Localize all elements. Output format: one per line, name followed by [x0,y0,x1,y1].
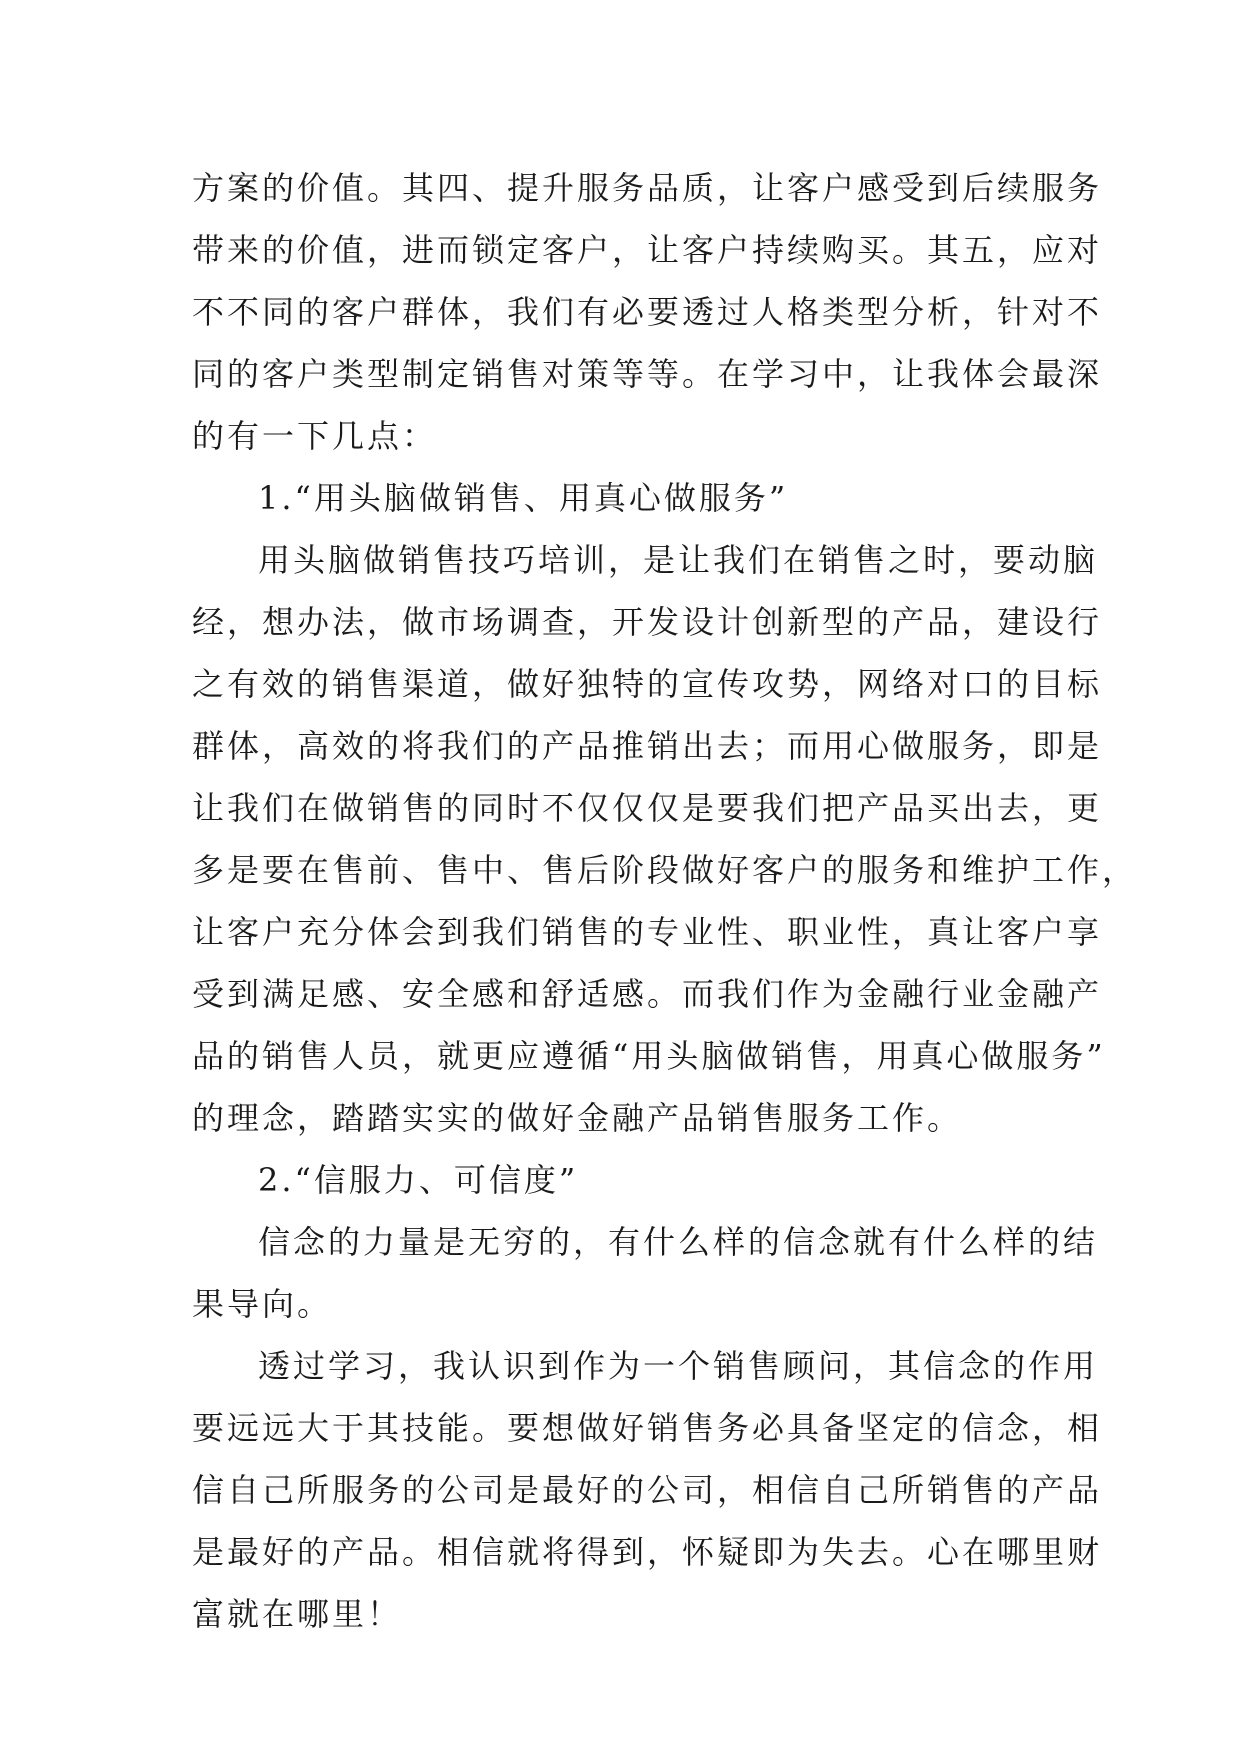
text-line: 用头脑做销售技巧培训，是让我们在销售之时，要动脑 [258,541,1099,579]
text-line: 的理念，踏踏实实的做好金融产品销售服务工作。 [192,1099,963,1137]
text-line: 多是要在售前、售中、售后阶段做好客户的服务和维护工作， [192,851,1138,889]
text-line: 带来的价值，进而锁定客户，让客户持续购买。其五，应对 [192,231,1103,269]
text-line: 果导向。 [192,1285,333,1323]
text-line: 同的客户类型制定销售对策等等。在学习中，让我体会最深 [192,355,1103,393]
text-line: 信念的力量是无穷的，有什么样的信念就有什么样的结 [258,1223,1099,1261]
section-heading: 2.“信服力、可信度” [258,1161,579,1199]
text-line: 之有效的销售渠道，做好独特的宣传攻势，网络对口的目标 [192,665,1103,703]
document-body [192,157,1138,1645]
text-line: 让客户充分体会到我们销售的专业性、职业性，真让客户享 [192,913,1103,951]
text-line: 富就在哪里！ [192,1595,403,1633]
text-line: 让我们在做销售的同时不仅仅仅是要我们把产品买出去，更 [192,789,1103,827]
section-heading: 1.“用头脑做销售、用真心做服务” [258,479,789,517]
text-line: 的有一下几点： [192,417,438,455]
text-line: 品的销售人员，就更应遵循“用头脑做销售，用真心做服务” [192,1037,1106,1075]
text-line: 不不同的客户群体，我们有必要透过人格类型分析，针对不 [192,293,1103,331]
text-line: 群体，高效的将我们的产品推销出去；而用心做服务，即是 [192,727,1103,765]
text-line: 透过学习，我认识到作为一个销售顾问，其信念的作用 [258,1347,1099,1385]
text-line: 信自己所服务的公司是最好的公司，相信自己所销售的产品 [192,1471,1103,1509]
text-line: 是最好的产品。相信就将得到，怀疑即为失去。心在哪里财 [192,1533,1103,1571]
text-line: 受到满足感、安全感和舒适感。而我们作为金融行业金融产 [192,975,1103,1013]
text-line: 经，想办法，做市场调查，开发设计创新型的产品，建设行 [192,603,1103,641]
text-line: 要远远大于其技能。要想做好销售务必具备坚定的信念，相 [192,1409,1103,1447]
text-line: 方案的价值。其四、提升服务品质，让客户感受到后续服务 [192,169,1103,207]
